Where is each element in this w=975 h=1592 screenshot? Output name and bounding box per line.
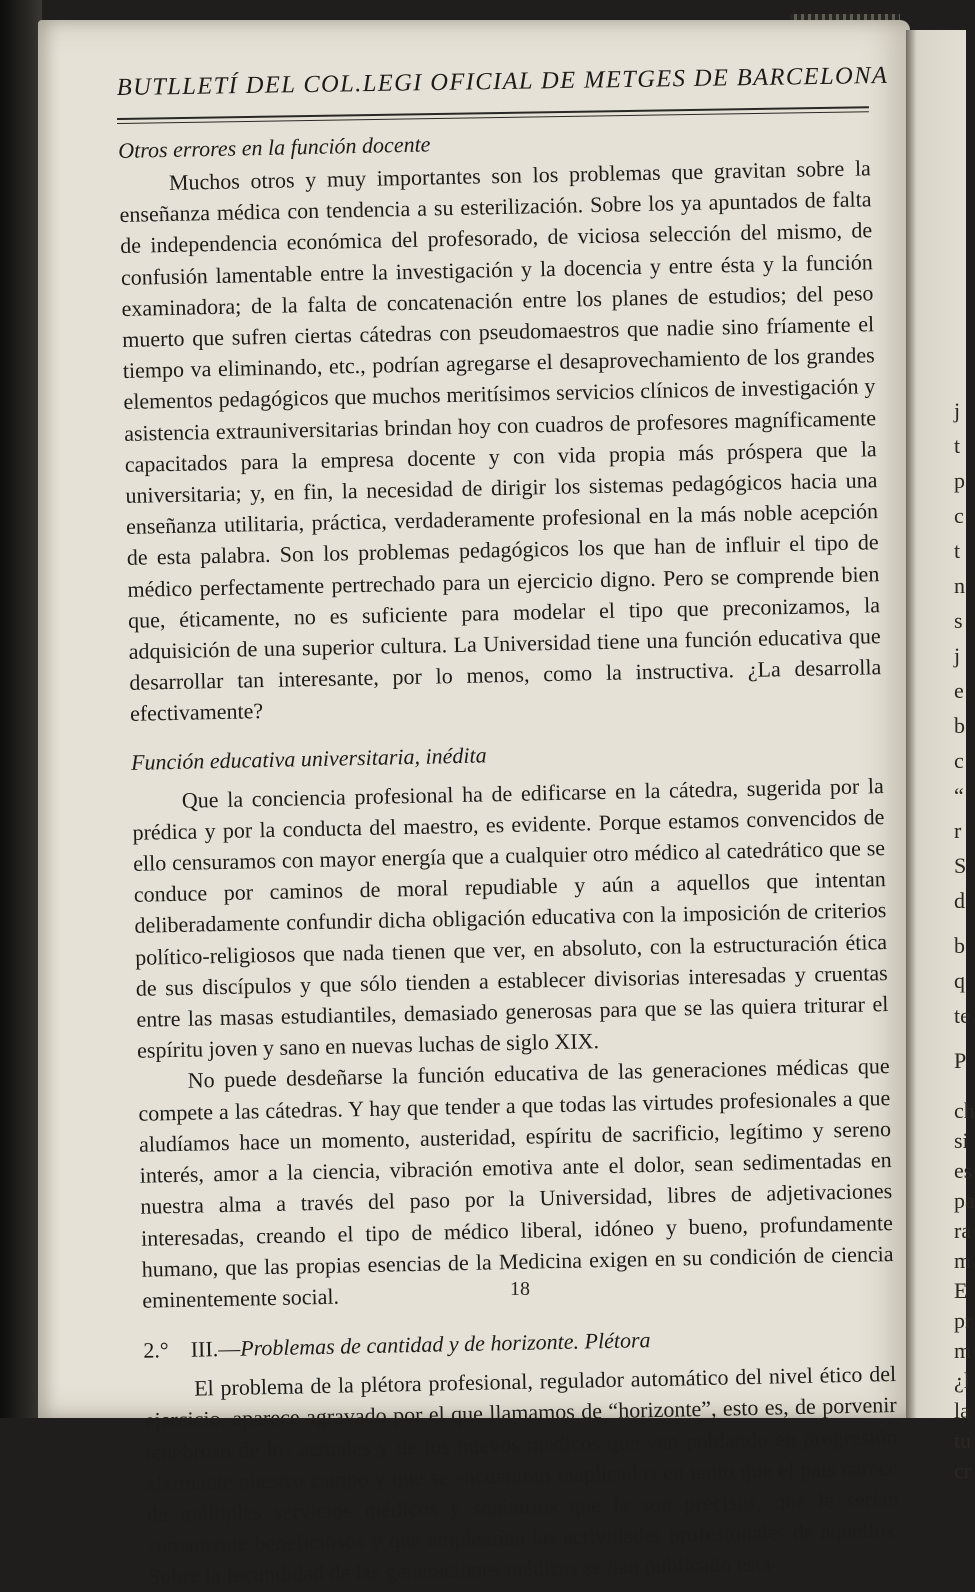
facing-page-fragment: ¿l xyxy=(954,1368,970,1393)
facing-page-fragment: d xyxy=(954,888,965,913)
facing-page-fragment: la xyxy=(954,1398,970,1423)
facing-page-fragment: j xyxy=(954,398,961,423)
facing-page-fragment: cr xyxy=(954,1458,972,1483)
section-title: Problemas de cantidad y de horizonte. Plétora xyxy=(239,1327,651,1361)
facing-page-fragment: ch xyxy=(954,1098,975,1123)
facing-page-fragment: t xyxy=(954,538,961,563)
facing-page-fragment: E xyxy=(954,1278,968,1303)
paragraph: Que la conciencia profesional ha de edificarse en la cátedra, sugerida por la prédica y por la conducta del maestro, es evidente. Porque estamos convencidos de ello censuramos con mayor energía que a cualquier otro médico al catedrático que se conduce por caminos de moral repudiable y aún a aquellos que intentan deliberadamente confundir dicha obligación educativa con la imposición de criterios político-religiosos que nada tienen que ver, en absoluto, con la estructuración ética de sus discípulos y que sólo tienden a establecer divisorias interesadas y cruentas entre las masas estudiantiles, demasiado generosas para que se las quiera triturar el espíritu joven y sano en nuevas luchas de siglo XIX. xyxy=(132,772,889,1064)
section-heading: Otros errores en la función docente xyxy=(118,131,431,163)
facing-page-fragment: n xyxy=(954,573,965,598)
journal-header: BUTLLETÍ DEL COL.LEGI OFICIAL DE METGES DE BARCELONA xyxy=(116,61,889,102)
facing-page-fragment: c xyxy=(954,503,964,528)
facing-page-fragment: si xyxy=(954,1128,969,1153)
section-heading: Función educativa universitaria, inédita xyxy=(130,742,487,775)
section-heading xyxy=(143,1322,895,1364)
article-body xyxy=(118,122,900,1592)
facing-page-fragment: “ xyxy=(954,783,964,808)
page-number: 18 xyxy=(510,1278,530,1300)
facing-page-fragment: ra xyxy=(954,1218,972,1243)
facing-page-fragment: P xyxy=(954,1048,967,1073)
facing-page-fragment: pr xyxy=(954,1308,973,1333)
facing-page-fragment: S xyxy=(954,853,967,878)
facing-page-fragment: pa xyxy=(954,1188,975,1213)
facing-page-fragment: b xyxy=(954,933,965,958)
facing-page-fragment: q xyxy=(954,968,965,993)
binding-edge xyxy=(0,0,42,1418)
facing-page-fragment: m xyxy=(954,1338,972,1363)
paragraph: El problema de la plétora profesional, regulador automático del nivel ético del ejercicio, aparece agravado por el que llamamos de “horizonte”, esto es, de porvenir tenebroso de los actuales y de los nuevos médicos que van poblando en progresión alarmante nuestro campo y que se encuentran inaplicados en tanto que el país carece de múltiples servicios médicos y sanitarios que le son precisos, que le serían sumamente beneficiosos y que emplearían las actividades profesionales de aquéllos. Sobre la fecundidad de las generaciones médicas se han publicado esta- xyxy=(144,1361,900,1590)
facing-page-fragment: m xyxy=(954,1248,972,1273)
facing-page-fragment: j xyxy=(954,643,961,668)
facing-page-fragment: tu xyxy=(954,1428,972,1453)
facing-page-fragment: e xyxy=(954,678,964,703)
facing-page-fragment: b xyxy=(954,713,965,738)
facing-page-edge xyxy=(906,30,975,1483)
facing-page-fragment: s xyxy=(954,608,963,633)
facing-page-fragment: te xyxy=(954,1003,970,1028)
facing-page-fragment: c xyxy=(954,748,964,773)
facing-page-fragment: t xyxy=(954,433,961,458)
section-number: 2.° xyxy=(143,1337,169,1363)
facing-page-fragment: es xyxy=(954,1158,973,1183)
facing-page-fragment: r xyxy=(954,818,962,843)
facing-page-fragment: p xyxy=(954,468,965,493)
paragraph: No puede desdeñarse la función educativa de las generaciones médicas que compete a las cátedras. Y hay que tender a que todas las virtudes profesionales a que aludíamos hace un momento, austeridad, espíritu de sacrificio, legítimo y sereno interés, amor a la ciencia, vibración emotiva ante el dolor, sean sedimentadas en nuestra alma a través del paso por la Universidad, libres de adjetivaciones interesadas, creando el tipo de médico liberal, idóneo y bueno, profundamente humano, que las propias esencias de la Medicina exigen en su condición de ciencia eminentemente social. xyxy=(138,1053,894,1313)
paragraph: Muchos otros y muy importantes son los problemas que gravitan sobre la enseñanza médica con tendencia a su esterilización. Sobre los ya apuntados de falta de independencia económica del profesorado, de viciosa selección del mismo, de confusión lamentable entre la investigación y la docencia y entre ésta y la función examinadora; de la falta de concatenación entre los planes de estudios; del peso muerto que sufren ciertas cátedras con pseudomaestros que nadie sino fríamente el tiempo va eliminando, etc., podrían agregarse el desaprovechamiento de los grandes elementos pedagógicos que muchos meritísimos servicios clínicos de investigación y asistencia extrauniversitarias brindan hoy con cuadros de profesores magníficamente capacitados para la empresa docente y con vida propia más próspera que la universitaria; y, en fin, la necesidad de dirigir los sistemas pedagógicos hacia una enseñanza utilitaria, práctica, verdaderamente profesional en la más noble acepción de esta palabra. Son los problemas pedagógicos los que han de influir el tipo de médico perfectamente pertrechado para un ejercicio digno. Pero se comprende bien que, éticamente, no es suficiente para modelar el tipo que preconizamos, la adquisición de una superior cultura. La Universidad tiene una función educativa que desarrollar tan interesante, por lo menos, como la instructiva. ¿La desarrolla efectivamente? xyxy=(119,155,882,727)
section-roman-numeral: III.— xyxy=(190,1335,241,1362)
